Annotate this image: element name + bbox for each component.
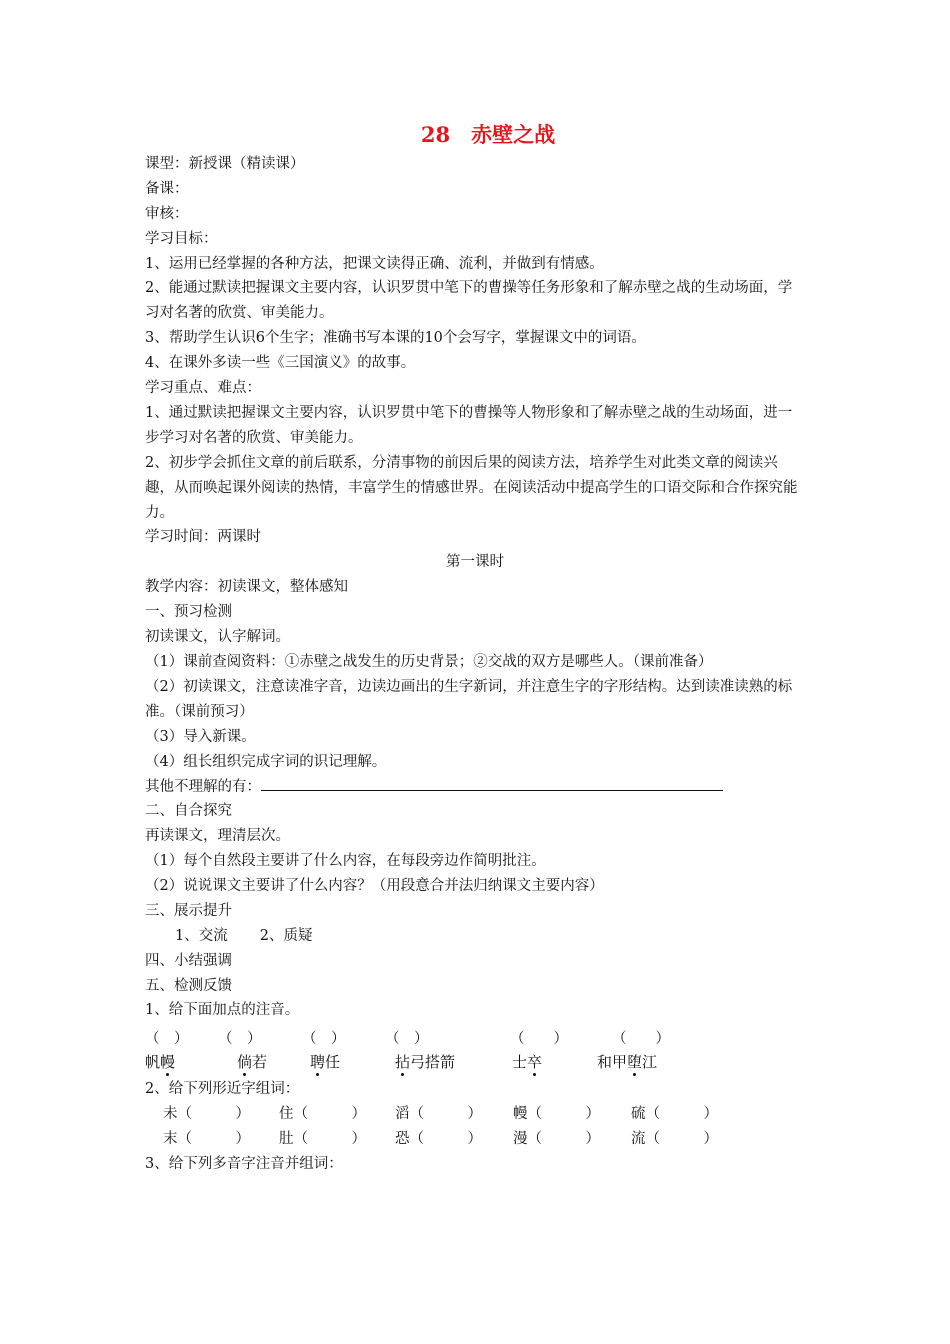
char-blank[interactable]: 末（ ） bbox=[163, 1131, 250, 1148]
prep-label: 备课： bbox=[145, 180, 189, 197]
pinyin-blank[interactable]: （ ） bbox=[385, 1031, 429, 1048]
section-item: （1）课前查阅资料：①赤壁之战发生的历史背景；②交战的双方是哪些人。（课前准备） bbox=[145, 653, 713, 670]
section-intro: 再读课文，理清层次。 bbox=[145, 828, 290, 845]
word-item: 拈弓搭箭 bbox=[395, 1053, 456, 1072]
section-heading: 二、自合探究 bbox=[145, 803, 232, 820]
char-blank[interactable]: 肚（ ） bbox=[279, 1131, 366, 1148]
study-time: 学习时间：两课时 bbox=[145, 529, 261, 546]
char-blank[interactable]: 幔（ ） bbox=[513, 1106, 600, 1123]
pinyin-blank[interactable]: （ ） bbox=[145, 1031, 189, 1048]
char-blank[interactable]: 未（ ） bbox=[163, 1106, 250, 1123]
document-page bbox=[145, 118, 805, 1177]
section-item: （1）每个自然段主要讲了什么内容，在每段旁边作简明批注。 bbox=[145, 853, 546, 870]
word-item: 士卒 bbox=[512, 1053, 543, 1072]
pinyin-blank[interactable]: （ ） bbox=[218, 1031, 262, 1048]
word-item: 倘若 bbox=[237, 1053, 268, 1072]
section-item: （4）组长组织完成字词的识记理解。 bbox=[145, 753, 387, 770]
section-item: （2）初读课文，注意读准字音，边读边画出的生字新词，并注意生字的字形结构。达到读准读熟的标准。（课前预习） bbox=[145, 678, 793, 720]
question-label: 1、给下面加点的注音。 bbox=[145, 1002, 300, 1019]
char-blank[interactable]: 漫（ ） bbox=[513, 1131, 600, 1148]
section-item: （3）导入新课。 bbox=[145, 728, 256, 745]
answer-blank[interactable] bbox=[261, 774, 723, 791]
section-items-inline bbox=[145, 924, 805, 949]
pinyin-blank[interactable]: （ ） bbox=[510, 1031, 568, 1048]
section-heading: 一、预习检测 bbox=[145, 604, 232, 621]
char-blank[interactable]: 恐（ ） bbox=[395, 1131, 482, 1148]
pinyin-blank[interactable]: （ ） bbox=[612, 1031, 670, 1048]
char-blank[interactable]: 住（ ） bbox=[279, 1106, 366, 1123]
char-blank[interactable]: 硫（ ） bbox=[631, 1106, 718, 1123]
goal-item: 4、在课外多读一些《三国演义》的故事。 bbox=[145, 355, 416, 372]
word-item: 和甲堕江 bbox=[597, 1053, 658, 1072]
word-item: 聘任 bbox=[310, 1053, 341, 1072]
key-points-heading: 学习重点、难点： bbox=[145, 380, 261, 397]
section-heading: 三、展示提升 bbox=[145, 902, 232, 919]
char-blank[interactable]: 滔（ ） bbox=[395, 1106, 482, 1123]
lesson-type: 课型：新授课（精读课） bbox=[145, 156, 305, 172]
other-questions-line bbox=[145, 774, 805, 799]
pinyin-blank[interactable]: （ ） bbox=[302, 1031, 346, 1048]
page-title: 28 赤壁之战 bbox=[420, 122, 556, 147]
lesson-heading: 第一课时 bbox=[446, 554, 504, 571]
goal-item: 2、能通过默读把握课文主要内容，认识罗贯中笔下的曹操等任务形象和了解赤壁之战的生动场面，学习对名著的欣赏、审美能力。 bbox=[145, 280, 793, 322]
goals-heading: 学习目标： bbox=[145, 230, 218, 247]
other-questions-label: 其他不理解的有： bbox=[145, 779, 261, 796]
pinyin-bracket-row bbox=[145, 1027, 805, 1051]
section-intro: 初读课文，认字解词。 bbox=[145, 629, 290, 646]
question-label: 3、给下列多音字注音并组词： bbox=[145, 1156, 343, 1173]
char-blank[interactable]: 流（ ） bbox=[631, 1131, 718, 1148]
section-heading: 五、检测反馈 bbox=[145, 977, 232, 994]
similar-chars-row bbox=[145, 1127, 805, 1152]
question-label: 2、给下列形近字组词： bbox=[145, 1081, 300, 1098]
section-item: 1、交流 bbox=[175, 927, 228, 944]
goal-item: 1、运用已经掌握的各种方法，把课文读得正确、流利，并做到有情感。 bbox=[145, 255, 604, 272]
teaching-content: 教学内容：初读课文，整体感知 bbox=[145, 579, 348, 596]
similar-chars-row bbox=[145, 1102, 805, 1127]
section-item: （2）说说课文主要讲了什么内容？（用段意合并法归纳课文主要内容） bbox=[145, 877, 604, 894]
key-point-item: 1、通过默读把握课文主要内容，认识罗贯中笔下的曹操等人物形象和了解赤壁之战的生动场面，进一步学习对名著的欣赏、审美能力。 bbox=[145, 404, 793, 446]
key-point-item: 2、初步学会抓住文章的前后联系，分清事物的前因后果的阅读方法，培养学生对此类文章的阅读兴趣，从而唤起课外阅读的热情，丰富学生的情感世界。在阅读活动中提高学生的口语交际和合作探究能力。 bbox=[145, 454, 798, 521]
goal-item: 3、帮助学生认识6个生字；准确书写本课的10个会写字，掌握课文中的词语。 bbox=[145, 330, 646, 347]
section-heading: 四、小结强调 bbox=[145, 952, 232, 969]
section-item: 2、质疑 bbox=[259, 927, 313, 944]
dotted-word-row bbox=[145, 1051, 805, 1077]
word-item: 帆幔 bbox=[145, 1053, 176, 1072]
review-label: 审核： bbox=[145, 205, 189, 222]
